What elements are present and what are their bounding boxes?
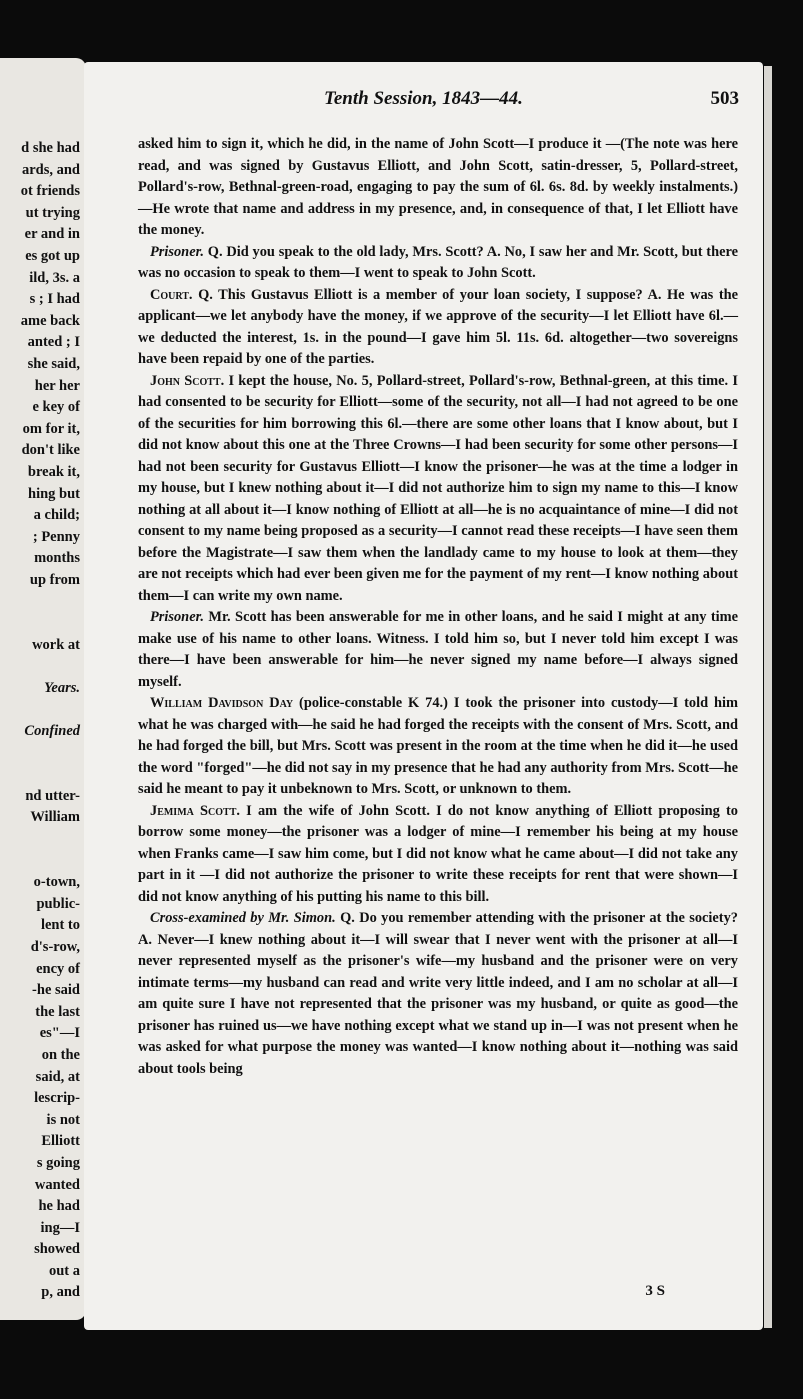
left-page-fragment: [21, 829, 80, 851]
left-page-fragment: es"—I: [39, 1025, 80, 1042]
left-page-fragment: [21, 656, 80, 678]
left-page-fragment: e key of: [32, 399, 80, 416]
left-page-fragment: out a: [48, 1262, 80, 1279]
left-page-fragment: months: [34, 550, 80, 567]
running-head: Tenth Session, 1843—44.: [324, 88, 523, 109]
left-page-fragment: [21, 613, 80, 635]
paragraph: Jemima Scott. I am the wife of John Scott. I do not know anything of Elliott proposing to borrow some money—the prisoner was a lodger of mine—I remember his being at my house when Franks came—I saw him come, but I did not know what he came about—I did not take any part in it —I did not authorize the prisoner to write these receipts for rent that were shown—I did not know anything of his putting his name to this bill.: [138, 802, 738, 905]
left-page-fragment: -he said: [32, 982, 80, 999]
paragraph: Cross-examined by Mr. Simon. Q. Do you remember attending with the prisoner at the society? A. Never—I knew nothing about it—I will swear that I never went with the prisoner at all—I never represented myself as the prisoner's wife—my husband and the prisoner were on very intimate terms—my husband can read and write very little indeed, and I am no scholar at all—I am quite sure I have not represented that the prisoner was my husband, or quite as good—the prisoner has ruined us—we have nothing except what we stand up in—I was not present when he was asked for what purpose the money was wanted—I know nothing about it—nothing was said about tools being: [138, 910, 738, 1077]
paragraph: Court. Q. This Gustavus Elliott is a member of your loan society, I suppose? A. He was the applicant—we let anybody have the money, if we approve of the security—I let Elliott have 6l.—we deducted the interest, 1s. in the pound—I gave him 5l. 11s. 6d. altogether—two sovereigns have been repaid by one of the parties.: [138, 286, 738, 367]
page-edge: [764, 66, 772, 1328]
left-page-fragment: nd utter-: [25, 787, 80, 804]
left-page-fragment: wanted: [34, 1176, 80, 1193]
left-page-fragment: he had: [38, 1198, 80, 1215]
left-page-fragment: [21, 764, 80, 786]
left-page-fragment: o-town,: [33, 874, 80, 891]
left-page-fragment: ards, and: [21, 161, 80, 178]
left-page-fragment: don't like: [21, 442, 80, 459]
left-page-fragment: is not: [46, 1111, 80, 1128]
left-page-fragment: the last: [35, 1003, 80, 1020]
left-page-fragment: lent to: [40, 917, 80, 934]
left-page-fragment: [21, 743, 80, 765]
left-page-fragment: ency of: [36, 960, 80, 977]
paragraph: William Davidson Day (police-constable K 74.) I took the prisoner into custody—I told him what he was charged with—he said he had forged the receipts with the consent of Mrs. Scott, and he had forged the bill, but Mrs. Scott was present in the room at the time when he did it—he used the word "forged"—he did not say in my presence that he had any authority from Mrs. Scott—he said he meant to pay it unbeknown to Mrs. Scott, or unknown to them.: [138, 695, 738, 797]
left-page-fragment: s going: [36, 1154, 80, 1171]
left-page-fragment: d's-row,: [30, 938, 80, 955]
left-page-fragment: [21, 591, 80, 613]
left-page-fragment: showed: [34, 1241, 80, 1258]
left-page-text-fragments: [21, 138, 80, 1304]
left-page-fragment: [21, 851, 80, 873]
page-header: [84, 88, 763, 112]
paragraph: Prisoner. Mr. Scott has been answerable for me in other loans, and he said I might at any time make use of his name to other loans. Witness. I told him so, but I never told him except I was there—I have been answerable for him—he never signed my name before—I always signed myself.: [138, 609, 738, 690]
left-page-fragment: William: [30, 809, 80, 826]
left-page-fragment: ing—I: [40, 1219, 80, 1236]
left-page-fragment: [21, 699, 80, 721]
left-page-fragment: om for it,: [22, 420, 80, 437]
right-page: [84, 62, 763, 1330]
left-page-fragment: work at: [32, 636, 80, 653]
left-page-fragment: hing but: [28, 485, 80, 502]
paragraph: John Scott. I kept the house, No. 5, Pollard-street, Pollard's-row, Bethnal-green, at this time. I had consented to be security for Elliott—some of the security, not all—I had not agreed to be one of the securities for him borrowing this 6l.—there are some other loans that I know about, but I did not know about this one at the Three Crowns—I had been security for some other persons—I had not been security for Gustavus Elliott—I know the prisoner—he was at the time a lodger in my house, but I knew nothing about it—I did not authorize him to sign my name to this—I know nothing at all about it—I know nothing of Elliott at all—he is no acquaintance of mine—I did not consent to my name being proposed as a security—I cannot read these receipts—I have seen them before the Magistrate—I saw them when the landlady came to my house to look at them—they are not receipts which had ever been given me for the payment of my rent—I know nothing about them—I can write my own name.: [138, 372, 738, 604]
signature-mark: 3 S: [645, 1283, 665, 1299]
page-body: [138, 134, 738, 1080]
left-page-fragment: ot friends: [20, 183, 80, 200]
paragraph: asked him to sign it, which he did, in the name of John Scott—I produce it —(The note was here read, and was signed by Gustavus Elliott, and John Scott, satin-dresser, 5, Pollard-street, Pollard's-row, Bethnal-green-road, engaging to pay the sum of 6l. 6s. 8d. by weekly instalments.)—He wrote that name and address in my presence, and, in consequence of that, I let Elliott have the money.: [138, 136, 738, 238]
left-page-fragment: Elliott: [41, 1133, 80, 1150]
left-page-fragment: Years.: [44, 679, 80, 696]
left-page-fragment: ame back: [20, 312, 80, 329]
left-page-fragment: break it,: [27, 463, 80, 480]
left-page-fragment: ild, 3s. a: [29, 269, 80, 286]
left-page-fragment: anted ; I: [27, 334, 80, 351]
left-page-fragment: d she had: [21, 140, 80, 156]
left-page: [0, 58, 86, 1320]
left-page-fragment: es got up: [25, 247, 80, 264]
left-page-fragment: s ; I had: [29, 291, 80, 308]
left-page-fragment: a child;: [33, 507, 80, 524]
left-page-fragment: lescrip-: [34, 1090, 80, 1107]
left-page-fragment: er and in: [24, 226, 80, 243]
left-page-fragment: public-: [36, 895, 80, 912]
left-page-fragment: up from: [29, 571, 80, 588]
left-page-fragment: on the: [41, 1046, 80, 1063]
left-page-fragment: ut trying: [25, 204, 80, 221]
left-page-fragment: her her: [34, 377, 80, 394]
left-page-fragment: p, and: [41, 1284, 80, 1301]
left-page-fragment: ; Penny: [32, 528, 80, 545]
left-page-fragment: said, at: [35, 1068, 80, 1085]
page-number: 503: [710, 88, 739, 109]
left-page-fragment: she said,: [27, 355, 80, 372]
paragraph: Prisoner. Q. Did you speak to the old lady, Mrs. Scott? A. No, I saw her and Mr. Scott, but there was no occasion to speak to them—I went to speak to John Scott.: [138, 243, 738, 281]
left-page-fragment: Confined: [24, 723, 80, 740]
